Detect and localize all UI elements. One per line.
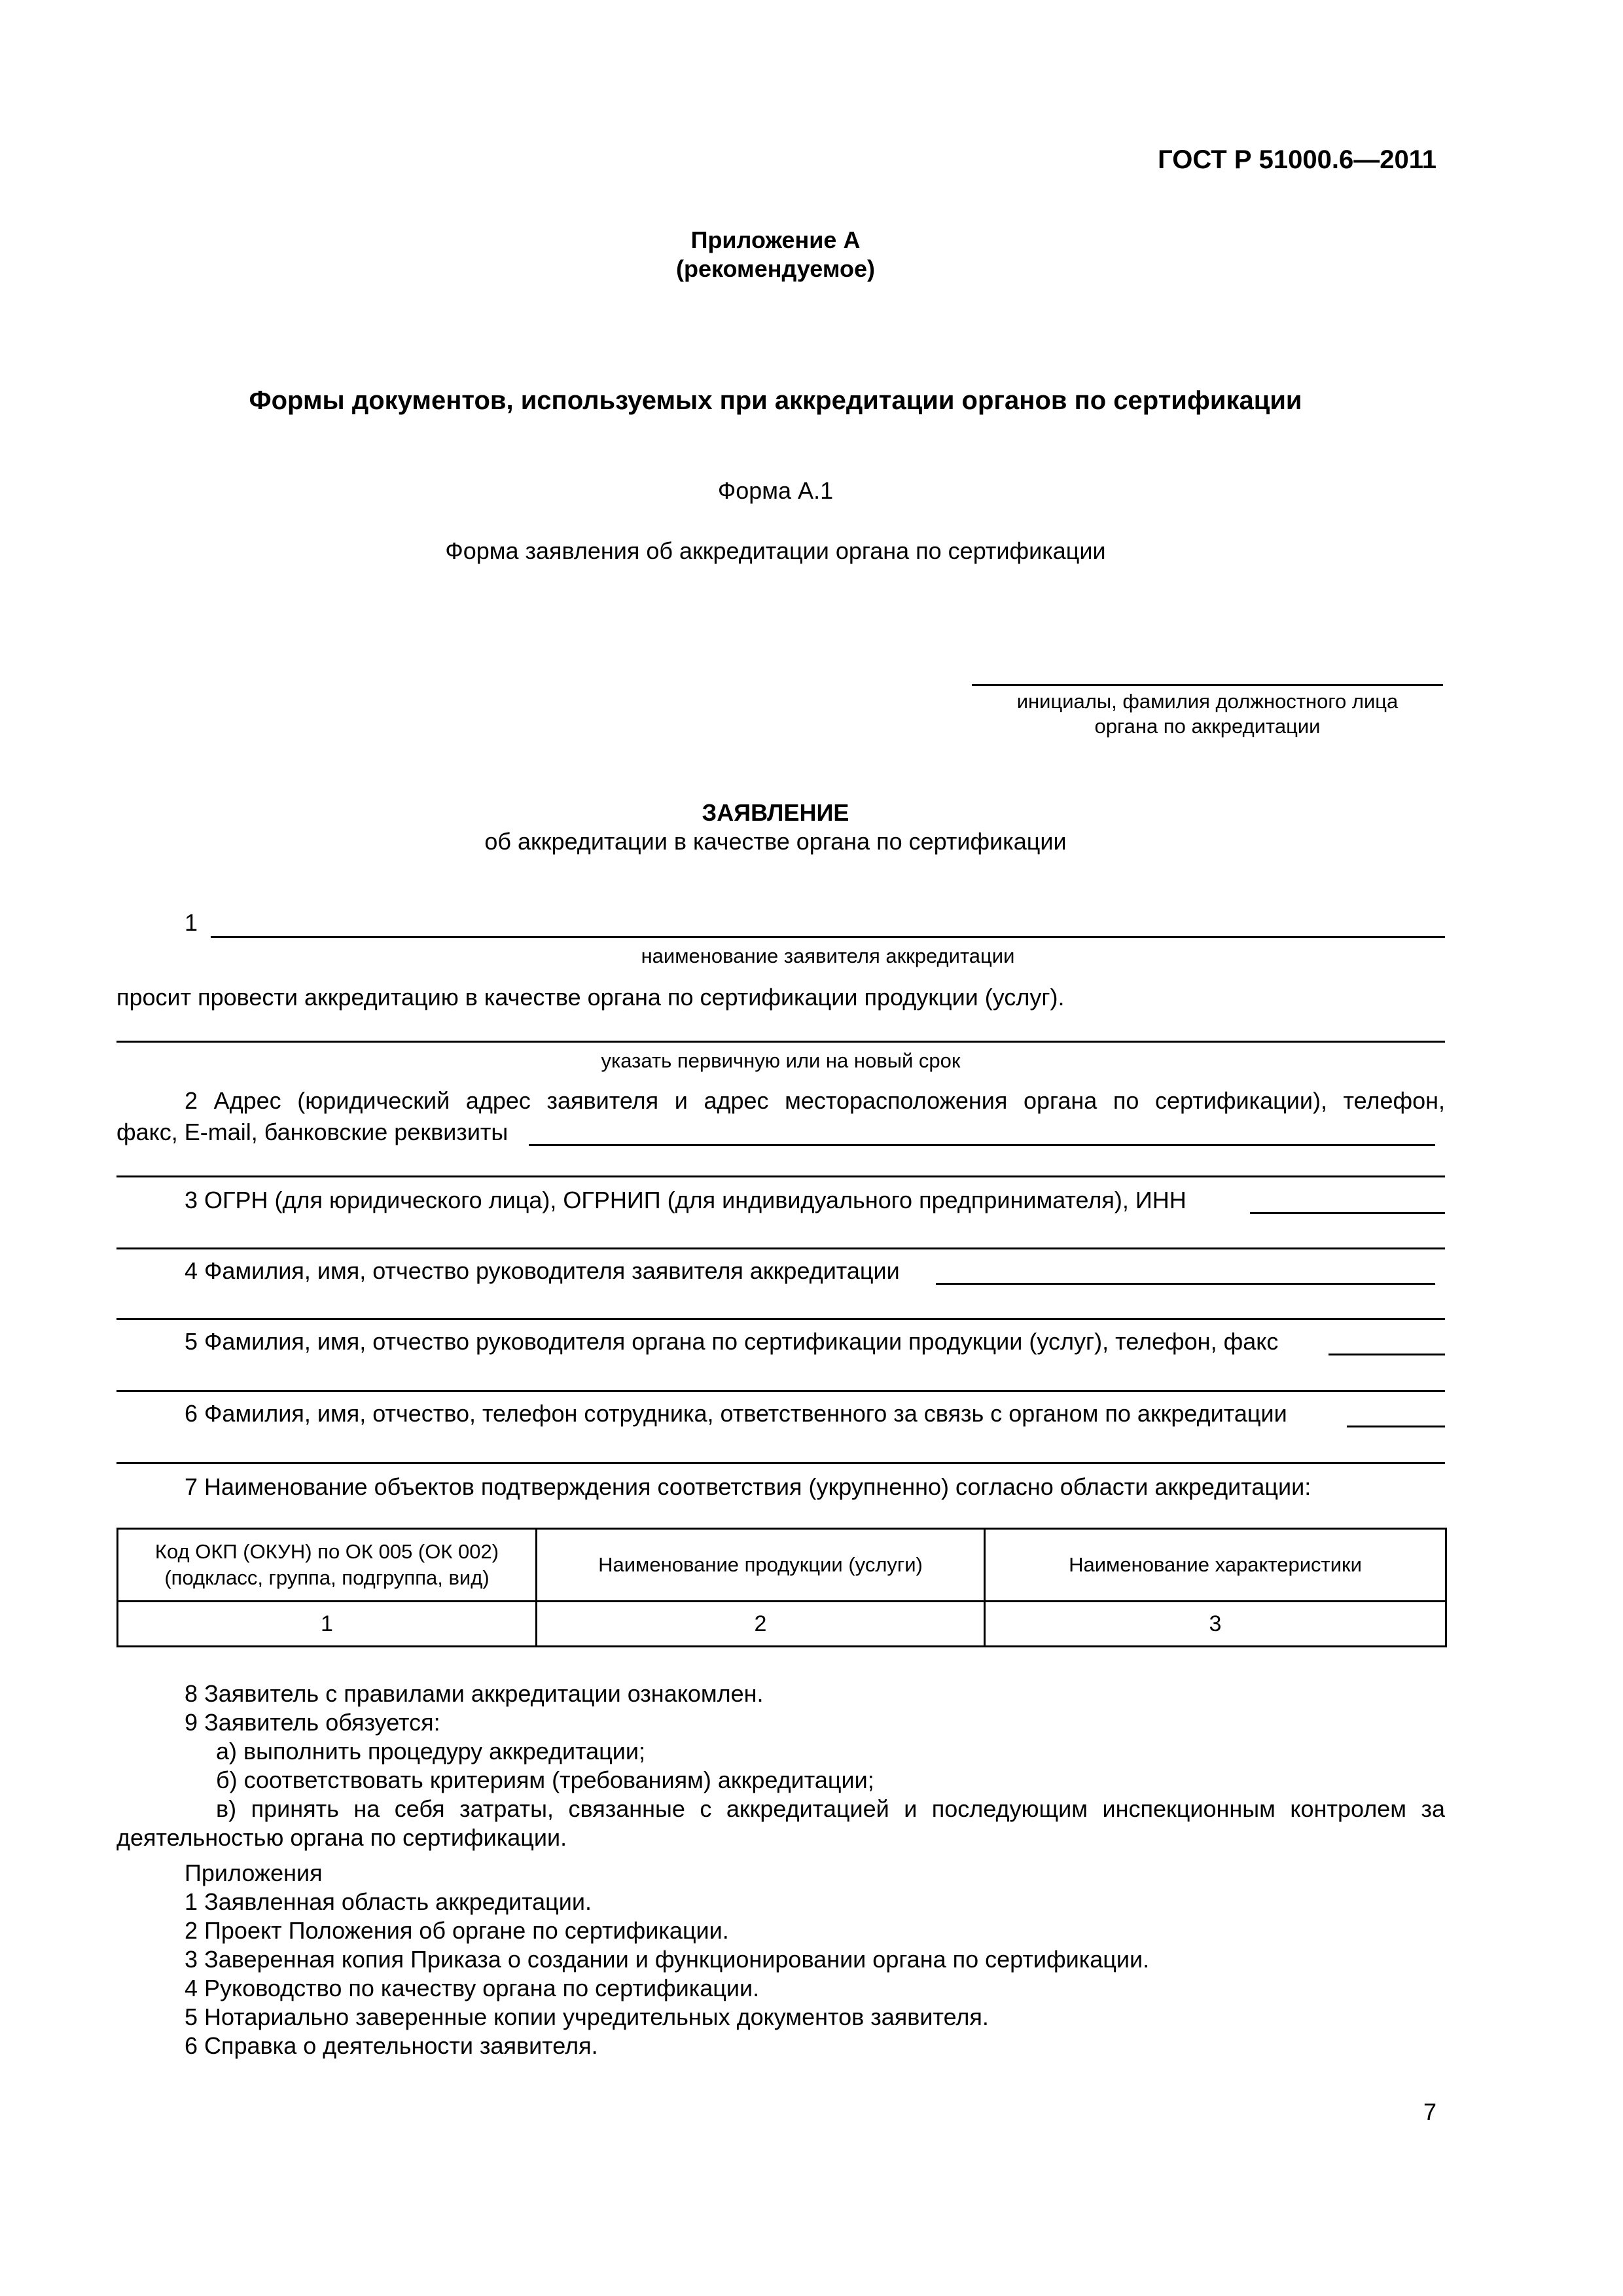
- page-number: 7: [1423, 2098, 1436, 2125]
- attachment-item: 3 Заверенная копия Приказа о создании и функционировании органа по сертификации.: [185, 1946, 1150, 1973]
- statement-heading: [0, 798, 1551, 856]
- applicant-name-field[interactable]: [211, 936, 1445, 938]
- item6-text: 6 Фамилия, имя, отчество, телефон сотрудника, ответственного за связь с органом по аккредитации: [185, 1400, 1287, 1427]
- table-header-row: [118, 1529, 1446, 1602]
- item4-text: 4 Фамилия, имя, отчество руководителя заявителя аккредитации: [185, 1257, 900, 1284]
- annex-heading: [0, 226, 1551, 283]
- certification-head-field-continuation[interactable]: [116, 1390, 1445, 1392]
- statement-title: ЗАЯВЛЕНИЕ: [702, 799, 849, 826]
- obligation-v-line2: деятельностью органа по сертификации.: [116, 1824, 567, 1851]
- item9-text: 9 Заявитель обязуется:: [185, 1709, 440, 1736]
- item1-number: 1: [185, 909, 198, 936]
- authority-caption: [972, 689, 1443, 739]
- address-field-continuation[interactable]: [116, 1175, 1445, 1177]
- table-column-number-row: [118, 1602, 1446, 1647]
- table-header-okp-code-text: Код ОКП (ОКУН) по ОК 005 (ОК 002) (подкласс, группа, подгруппа, вид): [154, 1540, 499, 1589]
- contact-person-field[interactable]: [1347, 1426, 1445, 1427]
- registration-ids-field-continuation[interactable]: [116, 1247, 1445, 1249]
- certification-head-field[interactable]: [1329, 1354, 1445, 1355]
- item3-text: 3 ОГРН (для юридического лица), ОГРНИП (для индивидуального предпринимателя), ИНН: [185, 1187, 1186, 1213]
- obligation-a: а) выполнить процедуру аккредитации;: [216, 1738, 646, 1765]
- table-header-product-name: Наименование продукции (услуги): [537, 1529, 985, 1602]
- attachment-item: 4 Руководство по качеству органа по сертификации.: [185, 1975, 760, 2001]
- item7-text: 7 Наименование объектов подтверждения соответствия (укрупненно) согласно области аккредитации:: [185, 1473, 1311, 1500]
- item5-text: 5 Фамилия, имя, отчество руководителя органа по сертификации продукции (услуг), телефон, факс: [185, 1328, 1279, 1355]
- authority-caption-line2: органа по аккредитации: [1094, 715, 1321, 738]
- attachment-item: 5 Нотариально заверенные копии учредительных документов заявителя.: [185, 2003, 989, 2030]
- attachment-item: 1 Заявленная область аккредитации.: [185, 1888, 592, 1915]
- item8-text: 8 Заявитель с правилами аккредитации ознакомлен.: [185, 1680, 764, 1707]
- document-code: ГОСТ Р 51000.6—2011: [1158, 145, 1436, 174]
- item2-text-line1: 2 Адрес (юридический адрес заявителя и адрес месторасположения органа по сертификации), телефон,: [185, 1087, 1445, 1114]
- attachment-item: 6 Справка о деятельности заявителя.: [185, 2032, 598, 2059]
- address-field[interactable]: [529, 1144, 1435, 1146]
- table-header-okp-code: [118, 1529, 537, 1602]
- annex-title: Приложение А: [690, 226, 861, 253]
- authority-name-line: [972, 684, 1443, 686]
- table-column-number: 3: [985, 1602, 1446, 1647]
- attachments-heading: Приложения: [185, 1859, 323, 1886]
- accreditation-term-caption: указать первичную или на новый срок: [601, 1049, 961, 1072]
- item1-request-text: просит провести аккредитацию в качестве органа по сертификации продукции (услуг).: [116, 984, 1065, 1011]
- obligation-b: б) соответствовать критериям (требованиям) аккредитации;: [216, 1767, 874, 1793]
- table-column-number: 1: [118, 1602, 537, 1647]
- annex-status: (рекомендуемое): [676, 255, 875, 282]
- form-caption: Форма заявления об аккредитации органа по сертификации: [445, 537, 1106, 564]
- statement-subtitle: об аккредитации в качестве органа по сертификации: [484, 828, 1067, 855]
- item2-text-line2: факс, E-mail, банковские реквизиты: [116, 1119, 508, 1145]
- table-column-number: 2: [537, 1602, 985, 1647]
- authority-caption-line1: инициалы, фамилия должностного лица: [1016, 690, 1399, 713]
- registration-ids-field[interactable]: [1250, 1212, 1445, 1214]
- accreditation-objects-table: [116, 1528, 1447, 1647]
- accreditation-term-field[interactable]: [116, 1041, 1445, 1043]
- attachment-item: 2 Проект Положения об органе по сертификации.: [185, 1917, 729, 1944]
- form-number: Форма А.1: [717, 477, 834, 504]
- applicant-head-name-field[interactable]: [936, 1283, 1435, 1285]
- contact-person-field-continuation[interactable]: [116, 1462, 1445, 1464]
- table-header-characteristic-name: Наименование характеристики: [985, 1529, 1446, 1602]
- obligation-v-line1: в) принять на себя затраты, связанные с аккредитацией и последующим инспекционным контролем за: [216, 1795, 1445, 1822]
- applicant-name-caption: наименование заявителя аккредитации: [641, 944, 1015, 967]
- forms-section-title: Формы документов, используемых при аккредитации органов по сертификации: [249, 386, 1302, 415]
- applicant-head-name-field-continuation[interactable]: [116, 1318, 1445, 1320]
